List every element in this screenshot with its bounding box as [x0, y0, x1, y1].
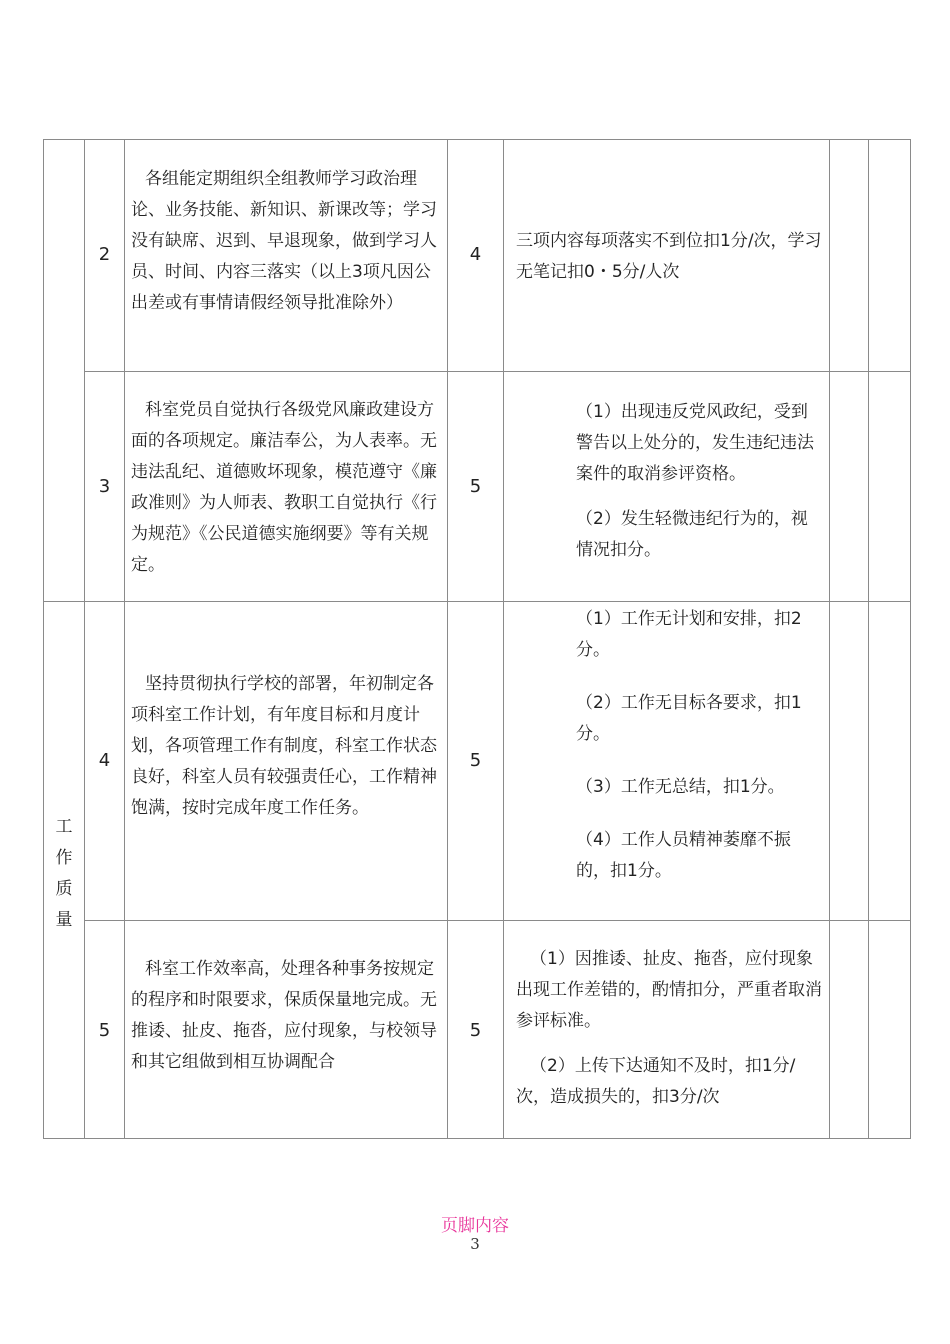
row-score: 5 — [469, 1020, 482, 1041]
row-score: 4 — [469, 244, 482, 265]
row-index: 4 — [98, 750, 111, 771]
row-rules: （1）出现违反党风政纪，受到警告以上处分的，发生违纪违法案件的取消参评资格。 （2）发生轻微违纪行为的，视情况扣分。 — [576, 402, 814, 560]
row-rules: （1）工作无计划和安排，扣2分。 （2）工作无目标各要求，扣1分。 （3）工作无总结，扣1分。 （4）工作人员精神萎靡不振的，扣1分。 — [576, 609, 802, 881]
row-content: 各组能定期组织全组教师学习政治理论、业务技能、新知识、新课改等；学习没有缺席、迟到、早退现象，做到学习人员、时间、内容三落实（以上3项凡因公出差或有事情请假经领导批准除外） — [131, 169, 437, 313]
row-rules: （1）因推诿、扯皮、拖沓，应付现象出现工作差错的，酌情扣分，严重者取消参评标准。 （2）上传下达通知不及时，扣1分/次，造成损失的，扣3分/次 — [516, 949, 822, 1107]
row-index: 2 — [98, 244, 111, 265]
row-index: 3 — [98, 476, 111, 497]
row-content: 科室党员自觉执行各级党风廉政建设方面的各项规定。廉洁奉公，为人表率。无违法乱纪、道德败坏现象，模范遵守《廉政准则》为人师表、教职工自觉执行《行为规范》《公民道德实施纲要》等有关规定。 — [131, 400, 437, 575]
category-label: 工 作 质 量 — [55, 817, 73, 930]
row-index: 5 — [98, 1020, 111, 1041]
row-score: 5 — [469, 476, 482, 497]
page-number: 3 — [470, 1235, 480, 1253]
row-content: 坚持贯彻执行学校的部署，年初制定各项科室工作计划，有年度目标和月度计划，各项管理工作有制度，科室工作状态良好，科室人员有较强责任心，工作精神饱满，按时完成年度工作任务。 — [131, 674, 437, 818]
row-score: 5 — [469, 750, 482, 771]
row-rules: 三项内容每项落实不到位扣1分/次，学习无笔记扣0・5分/人次 — [516, 231, 822, 282]
footer-text: 页脚内容 — [441, 1216, 509, 1236]
row-content: 科室工作效率高，处理各种事务按规定的程序和时限要求，保质保量地完成。无推诿、扯皮、拖沓，应付现象，与校领导和其它组做到相互协调配合 — [131, 959, 437, 1072]
